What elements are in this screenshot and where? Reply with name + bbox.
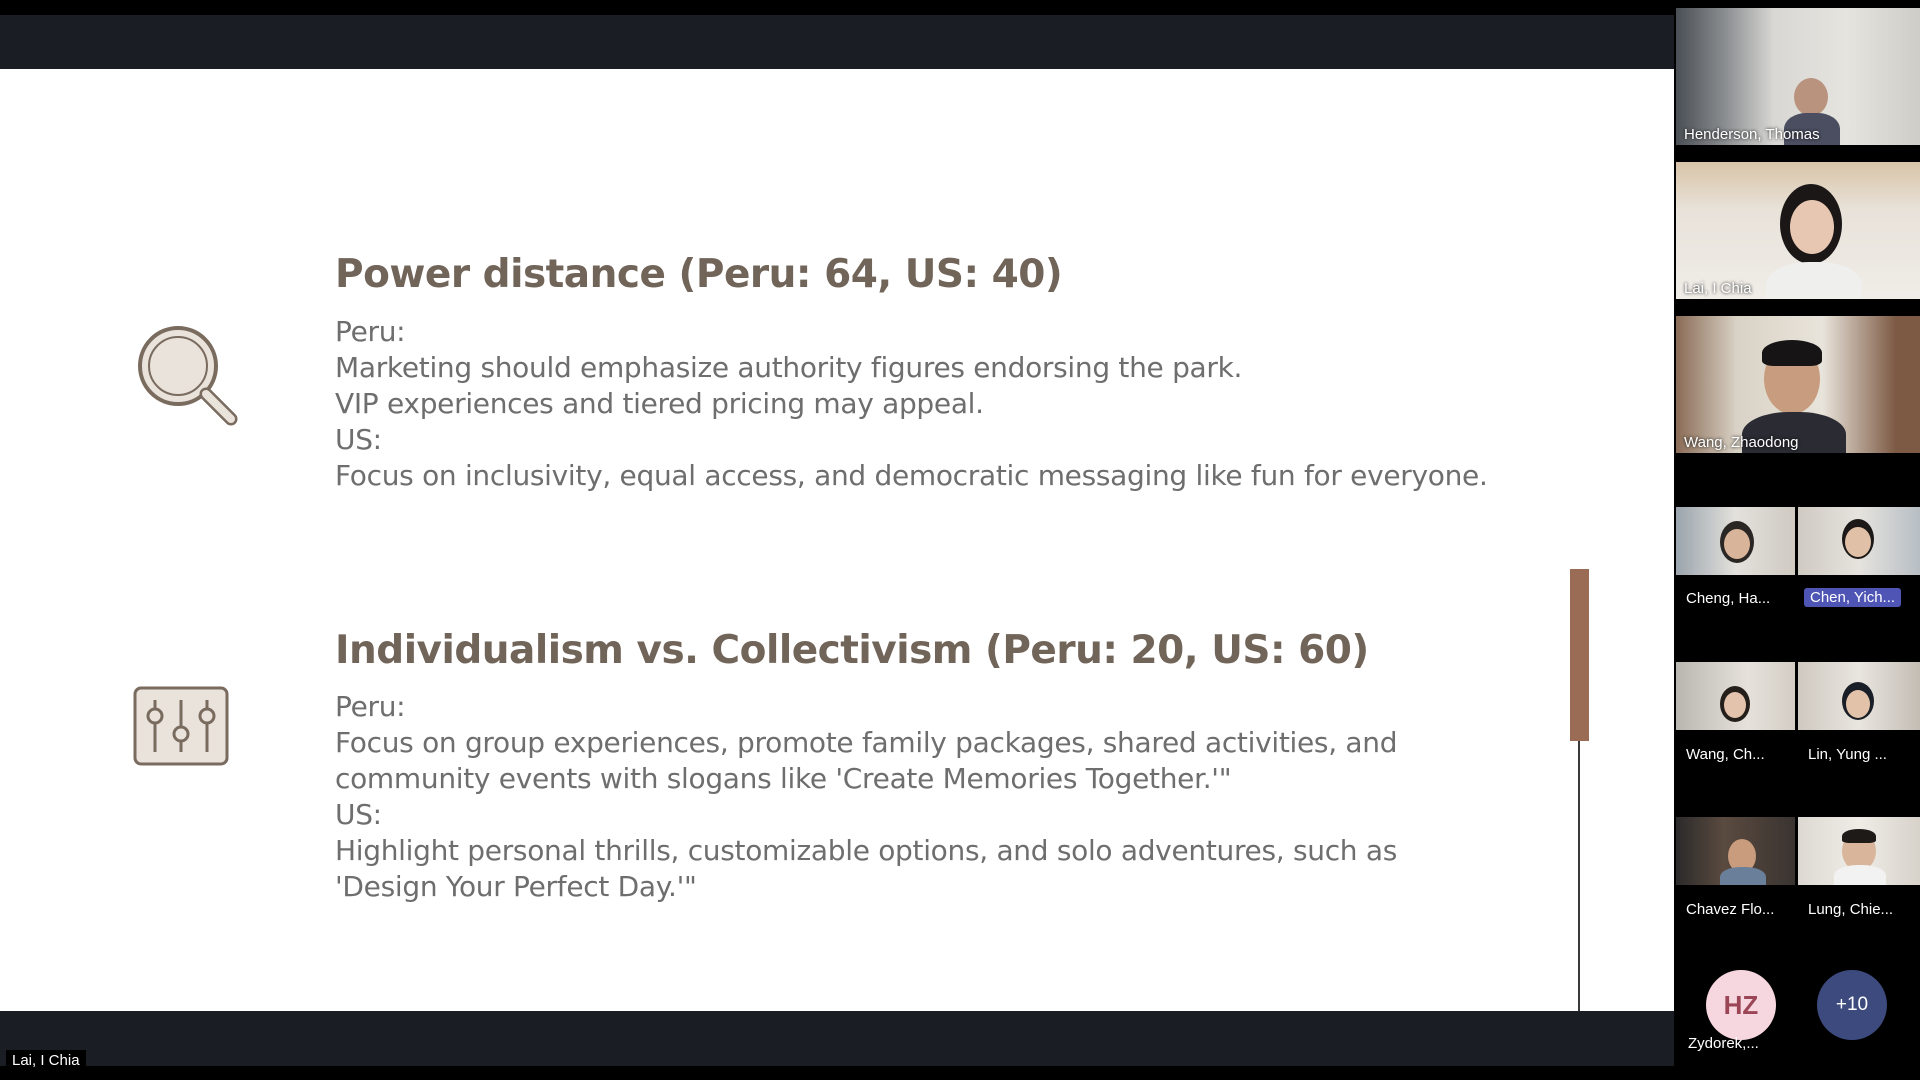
- video-tile-wang-zhaodong[interactable]: [1676, 316, 1920, 453]
- participant-video: [1720, 867, 1766, 885]
- video-tile-wang-ch[interactable]: [1676, 662, 1795, 730]
- participant-video: [1845, 527, 1871, 557]
- video-tile-lung[interactable]: [1798, 817, 1920, 885]
- participant-name: Chavez Flo...: [1686, 901, 1775, 918]
- participant-video: [1790, 200, 1834, 254]
- presenter-name-label: Lai, I Chia: [6, 1050, 86, 1071]
- participant-name: Henderson, Thomas: [1684, 126, 1820, 143]
- video-tile-henderson[interactable]: [1676, 8, 1920, 145]
- section-line: VIP experiences and tiered pricing may appeal.: [335, 387, 984, 420]
- participant-video: [1724, 529, 1750, 559]
- participant-video: [1846, 690, 1870, 718]
- section-heading-power-distance: Power distance (Peru: 64, US: 40): [335, 252, 1063, 297]
- participant-gallery[interactable]: [1674, 0, 1920, 1080]
- section-line: Highlight personal thrills, customizable options, and solo adventures, such as: [335, 834, 1397, 867]
- section-line: Focus on group experiences, promote family packages, shared activities, and: [335, 726, 1398, 759]
- avatar[interactable]: HZ: [1706, 970, 1776, 1040]
- video-tile-lai[interactable]: [1676, 162, 1920, 299]
- participant-name: Lin, Yung ...: [1808, 746, 1887, 763]
- participant-name: Wang, Ch...: [1686, 746, 1765, 763]
- more-participants-button[interactable]: +10: [1817, 970, 1887, 1040]
- participant-name-active-speaker: Chen, Yich...: [1804, 588, 1901, 607]
- participant-name: Cheng, Ha...: [1686, 590, 1771, 607]
- slide-accent-bar: [1570, 569, 1589, 741]
- section-line: Peru:: [335, 690, 406, 723]
- section-heading-individualism: Individualism vs. Collectivism (Peru: 20, US: 60): [335, 628, 1369, 673]
- video-tile-chavez[interactable]: [1676, 817, 1795, 885]
- video-tile-chen[interactable]: [1798, 507, 1920, 575]
- participant-name: Lai, I Chia: [1684, 280, 1752, 297]
- section-line: community events with slogans like 'Create Memories Together.'": [335, 762, 1232, 795]
- participant-name: Wang, Zhaodong: [1684, 434, 1799, 451]
- section-line: Focus on inclusivity, equal access, and democratic messaging like fun for everyone.: [335, 459, 1488, 492]
- section-line: 'Design Your Perfect Day.'": [335, 870, 697, 903]
- section-line: US:: [335, 798, 382, 831]
- magnifier-icon: [133, 321, 239, 427]
- presentation-slide: [0, 69, 1674, 1011]
- participant-video: [1794, 78, 1828, 116]
- participant-name: Lung, Chie...: [1808, 901, 1894, 918]
- participant-video: [1724, 692, 1746, 718]
- share-bottom-bar: [0, 1011, 1674, 1066]
- share-top-bar: [0, 15, 1674, 69]
- video-tile-cheng[interactable]: [1676, 507, 1795, 575]
- section-line: Peru:: [335, 315, 406, 348]
- section-line: Marketing should emphasize authority figures endorsing the park.: [335, 351, 1243, 384]
- video-tile-lin[interactable]: [1798, 662, 1920, 730]
- participant-video: [1762, 340, 1822, 366]
- participant-name: Zydorek,...: [1688, 1035, 1759, 1052]
- section-line: US:: [335, 423, 382, 456]
- participant-video: [1842, 829, 1876, 843]
- participant-video: [1834, 865, 1886, 885]
- sliders-icon: [133, 686, 229, 766]
- participant-video: [1766, 262, 1862, 299]
